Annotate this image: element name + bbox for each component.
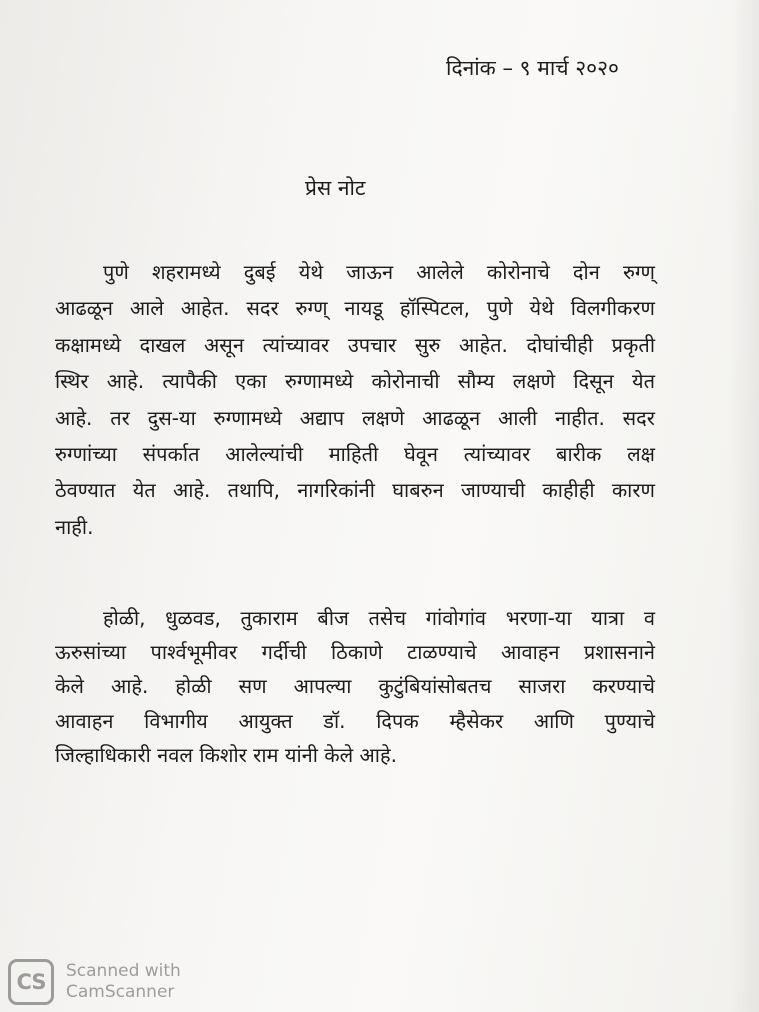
paragraph-line: रुग्णांच्या संपर्कात आलेल्यांची माहिती घेवून त्यांच्यावर बारीक लक्ष [55, 441, 655, 466]
paragraph-line: ऊरुसांच्या पार्श्वभूमीवर गर्दीची ठिकाणे टाळण्याचे आवाहन प्रशासनाने [55, 640, 655, 665]
paragraph-line: आवाहन विभागीय आयुक्त डॉ. दिपक म्हैसेकर आणि पुण्याचे [55, 708, 655, 733]
paragraph-line: नाही. [55, 514, 94, 539]
paragraph-line: ठेवण्यात येत आहे. तथापि, नागरिकांनी घाबरुन जाण्याची काहीही कारण [55, 478, 655, 503]
paragraph-line: आहे. तर दुस-या रुग्णामध्ये अद्याप लक्षणे आढळून आली नाहीत. सदर [55, 405, 655, 430]
paragraph-line: जिल्हाधिकारी नवल किशोर राम यांनी केले आहे. [55, 742, 397, 767]
paragraph-line: पुणे शहरामध्ये दुबई येथे जाऊन आलेले कोरोनाचे दोन रुग्ण् [103, 260, 655, 284]
paragraph-line: आढळून आले आहेत. सदर रुग्ण् नायडू हॉस्पिटल, पुणे येथे विलगीकरण [55, 296, 655, 321]
page-edge-shadow [729, 0, 759, 1012]
camscanner-logo-icon: CS [8, 959, 54, 1005]
paragraph-2 [55, 600, 655, 771]
document-title: प्रेस नोट [305, 176, 366, 200]
watermark-text [66, 961, 181, 1003]
paragraph-line: केले आहे. होळी सण आपल्या कुटुंबियांसोबतच साजरा करण्याचे [55, 674, 655, 699]
paragraph-line: होळी, धुळवड, तुकाराम बीज तसेच गांवोगांव भरणा-या यात्रा व [103, 606, 655, 630]
watermark-line-2: CamScanner [66, 982, 175, 1002]
paragraph-line: कक्षामध्ये दाखल असून त्यांच्यावर उपचार सुरु आहेत. दोघांचीही प्रकृती [55, 332, 655, 357]
document-date: दिनांक – ९ मार्च २०२० [446, 56, 619, 80]
paragraph-line: स्थिर आहे. त्यापैकी एका रुग्णामध्ये कोरोनाची सौम्य लक्षणे दिसून येत [55, 369, 655, 394]
camscanner-watermark [8, 955, 181, 1009]
watermark-line-1: Scanned with [66, 961, 181, 981]
paragraph-1 [55, 254, 655, 545]
